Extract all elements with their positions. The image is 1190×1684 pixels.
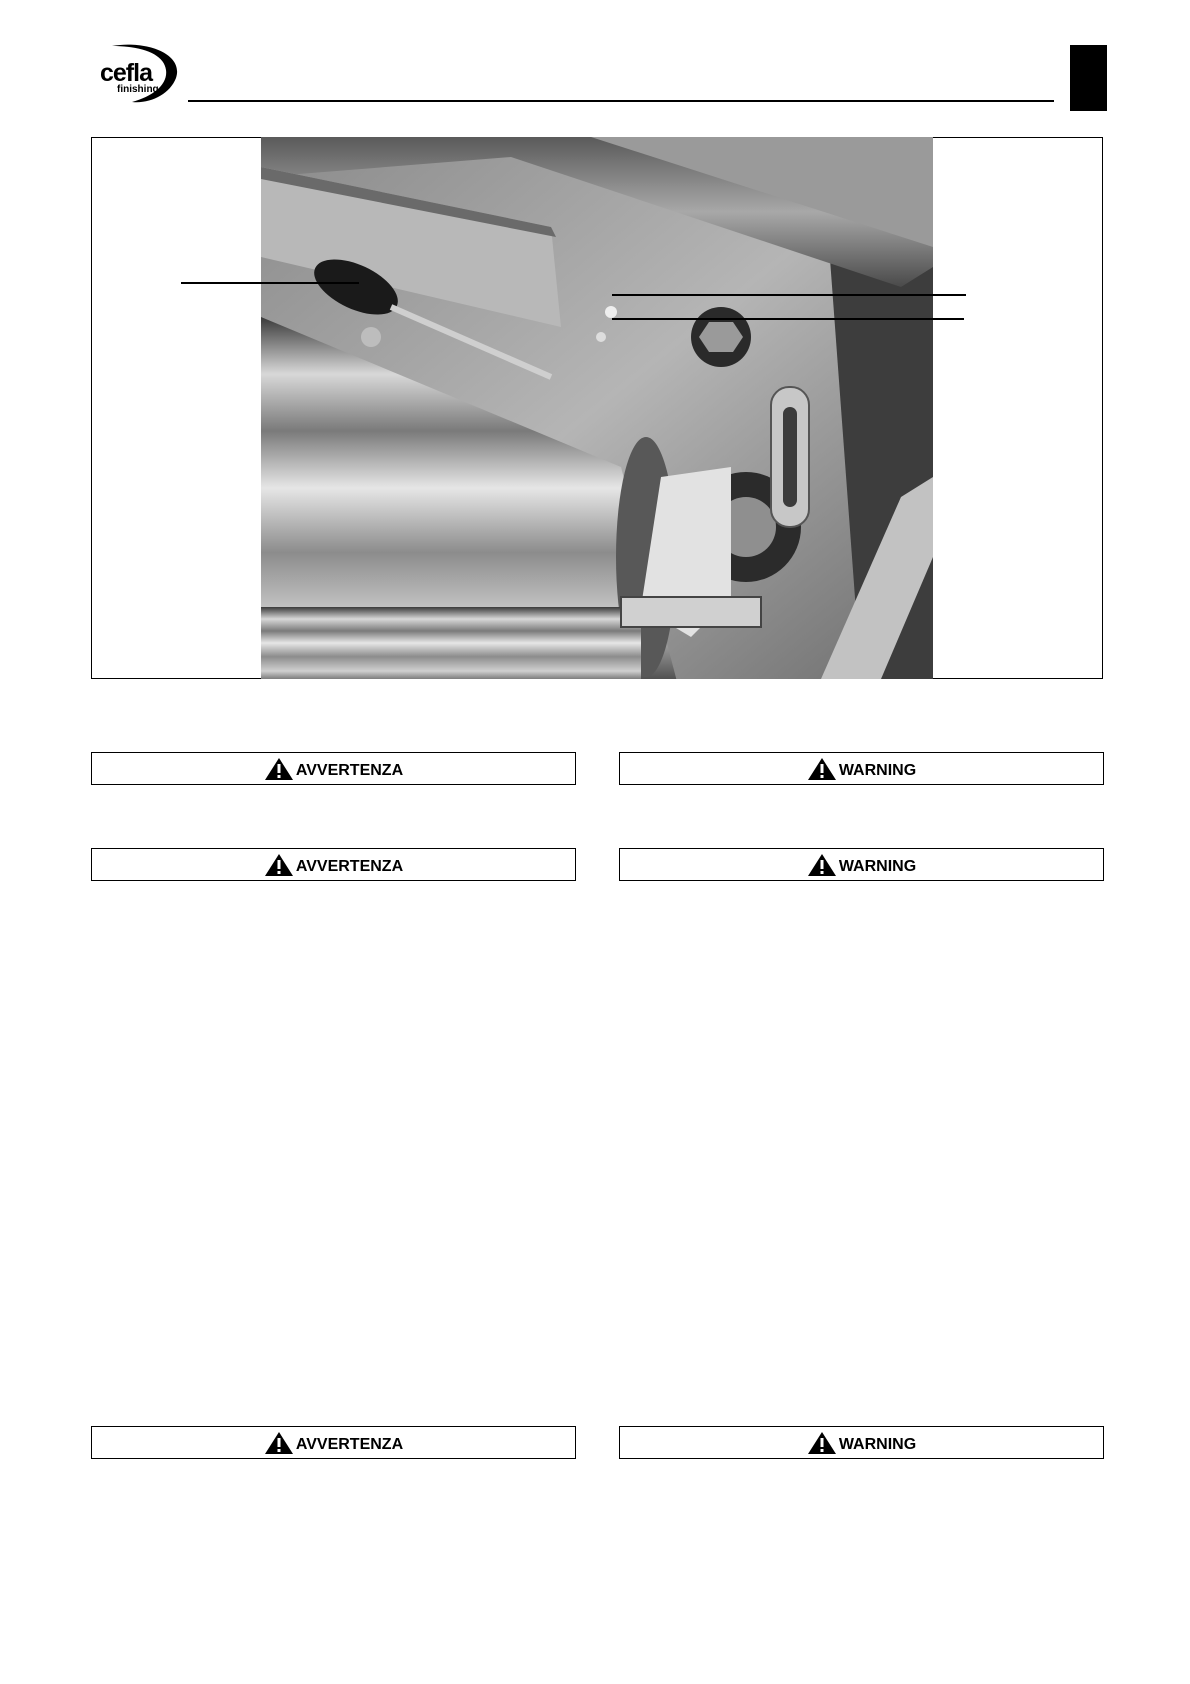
warning-triangle-icon: [264, 853, 294, 877]
warning-triangle-icon: [807, 1431, 837, 1455]
logo-text: cefla: [100, 59, 152, 87]
warning-label: AVVERTENZA: [295, 857, 404, 875]
warning-label: WARNING: [838, 761, 917, 779]
callout-leader-right-upper: [612, 294, 966, 296]
warning-label: WARNING: [838, 857, 917, 875]
machine-photo: [261, 137, 933, 679]
warning-box-italian-2: [91, 848, 576, 881]
callout-leader-right-lower: [612, 318, 964, 320]
warning-box-english-2: [619, 848, 1104, 881]
warning-label: AVVERTENZA: [295, 1435, 404, 1453]
warning-label: WARNING: [838, 1435, 917, 1453]
section-tab-marker: [1070, 45, 1107, 111]
warning-label: AVVERTENZA: [295, 761, 404, 779]
warning-triangle-icon: [264, 1431, 294, 1455]
warning-box-italian-1: [91, 752, 576, 785]
warning-triangle-icon: [807, 853, 837, 877]
company-logo: [92, 42, 182, 104]
callout-leader-left: [181, 282, 359, 284]
header-rule: [188, 100, 1054, 102]
warning-box-english-3: [619, 1426, 1104, 1459]
warning-box-italian-3: [91, 1426, 576, 1459]
warning-triangle-icon: [807, 757, 837, 781]
warning-box-english-1: [619, 752, 1104, 785]
warning-triangle-icon: [264, 757, 294, 781]
logo-subtext: finishing: [117, 84, 159, 95]
